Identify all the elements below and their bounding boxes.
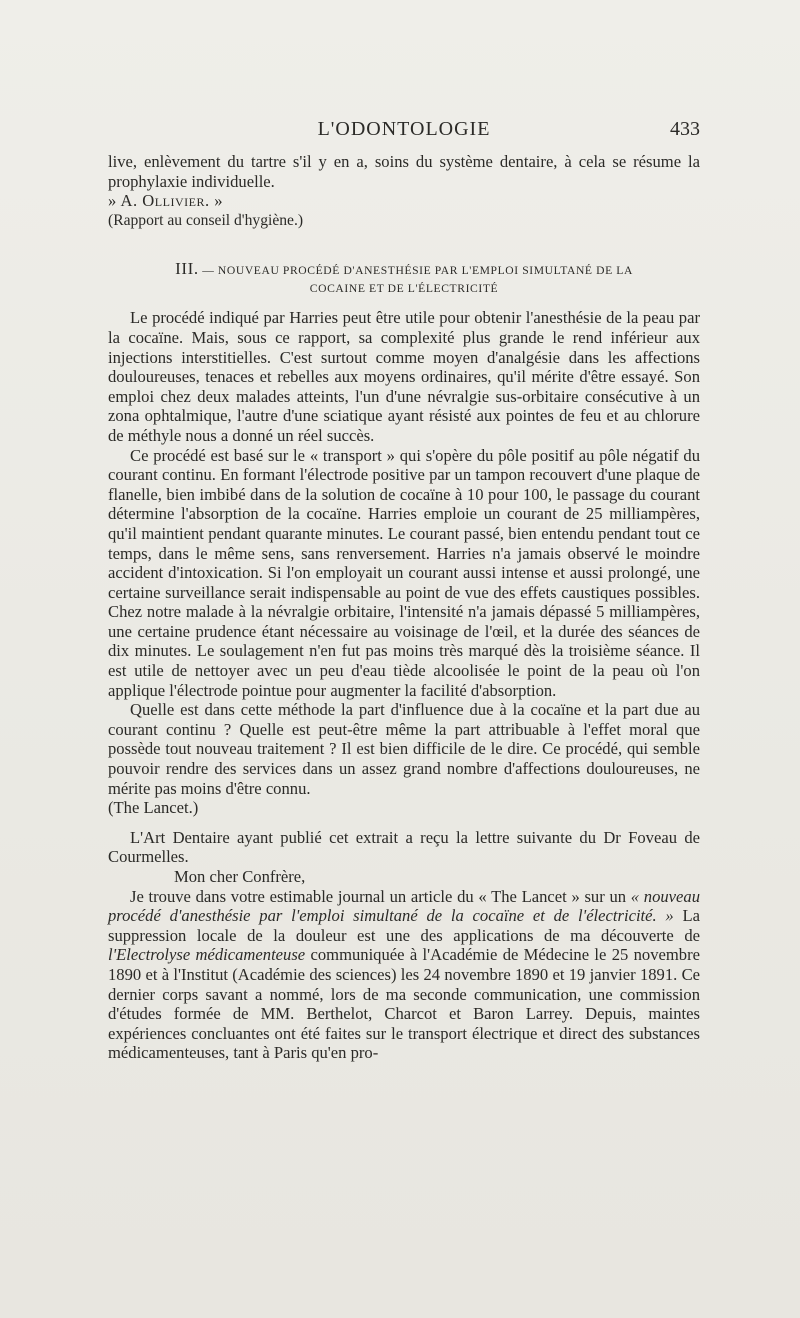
running-head: L'ODONTOLOGIE: [317, 118, 491, 140]
page-number: 433: [670, 118, 700, 140]
source-note: (Rapport au conseil d'hygiène.): [108, 211, 304, 229]
citation: (The Lancet.): [108, 798, 199, 818]
section-numeral: III.: [175, 259, 199, 279]
section-title-line1: — NOUVEAU PROCÉDÉ D'ANESTHÉSIE PAR L'EMPLOI SIMULTANÉ DE LA: [198, 264, 633, 278]
letter-intro: L'Art Dentaire ayant publié cet extrait a reçu la lettre suivante du Dr Foveau de Courmelles.: [108, 827, 700, 867]
paragraph-continuation: live, enlèvement du tartre s'il y en a, soins du système dentaire, à cela se résume la prophylaxie individuelle.: [108, 152, 700, 191]
letter-text-end: communiquée à l'Académie de Médecine le 25 novembre 1890 et à l'Institut (Académie des sciences) les 24 novembre 1890 et 19 janvier 1891. Ce dernier corps savant a nommé, lors de ma seconde communication, une commission d'études formée de MM. Berthelot, Charcot et Baron Larrey. Depuis, maintes expériences concluantes ont été faites sur le transport électrique et direct des substances médicamenteuses, tant à Paris qu'en pro-: [108, 945, 700, 1063]
section-title-line2: COCAINE ET DE L'ÉLECTRICITÉ: [309, 282, 499, 296]
author-signature: » A. Ollivier. »: [108, 191, 224, 211]
article-paragraph-1: Le procédé indiqué par Harries peut être utile pour obtenir l'anesthésie de la peau par la cocaïne. Mais, sous ce rapport, sa complexité plus grande le rend inférieur aux injections interstitielles. C'est surtout comme moyen d'analgésie dans les affections douloureuses, tenaces et rebelles aux moyens ordinaires, qu'il mérite d'être essayé. Son emploi chez deux malades atteints, l'un d'une névralgie sus-orbitaire consécutive à un zona ophtalmique, l'autre d'une sciatique ayant résisté aux pointes de feu et au chlorure de méthyle nous a donné un réel succès.: [108, 308, 700, 445]
article-paragraph-3: Quelle est dans cette méthode la part d'influence due à la cocaïne et la part due au courant continu ? Quelle est peut-être même la part attribuable à l'effet moral que possède tout nouveau traitement ? Il est bien difficile de le dire. Ce procédé, qui semble pouvoir rendre des services dans un assez grand nombre d'affections douloureuses, ne mérite pas moins d'être connu.: [108, 700, 700, 798]
letter-paragraph: [108, 887, 700, 1063]
section-heading: [108, 260, 700, 298]
page-body: [108, 152, 700, 1063]
letter-salutation: Mon cher Confrère,: [174, 867, 306, 886]
letter-italic-term: l'Electrolyse médicamenteuse: [108, 945, 306, 965]
page-header: [108, 118, 700, 146]
letter-text-start: Je trouve dans votre estimable journal un article du « The Lancet » sur un: [130, 886, 631, 906]
letter-text-mid: La suppression locale de la douleur est une des applications de ma découverte de: [108, 906, 700, 945]
article-paragraph-2: Ce procédé est basé sur le « transport » qui s'opère du pôle positif au pôle négatif du courant continu. En formant l'électrode positive par un tampon recouvert d'une plaque de flanelle, bien imbibé dans de la solution de cocaïne à 10 pour 100, le passage du courant détermine l'absorption de la cocaïne. Harries emploie un courant de 25 milliampères, qu'il maintient pendant quarante minutes. Le courant passé, bien entendu pendant tout ce temps, dans le même sens, sans renversement. Harries n'a jamais observé le moindre accident d'intoxication. Si l'on employait un courant aussi intense et aussi prolongé, une certaine surveillance serait indispensable au point de vue des effets caustiques possibles. Chez notre malade à la névralgie orbitaire, l'intensité n'a jamais dépassé 5 milliampères, une certaine prudence étant nécessaire au voisinage de l'œil, et la durée des séances de dix minutes. Le soulagement n'en fut pas moins très marqué dès la troisième séance. Il est utile de nettoyer avec un peu d'eau tiède alcoolisée le point de la peau où l'on applique l'électrode pointue pour augmenter la facilité d'absorption.: [108, 445, 700, 700]
letter-italic-title: « nouveau procédé d'anesthésie par l'emploi simultané de la cocaïne et de l'électricité. »: [108, 886, 700, 926]
